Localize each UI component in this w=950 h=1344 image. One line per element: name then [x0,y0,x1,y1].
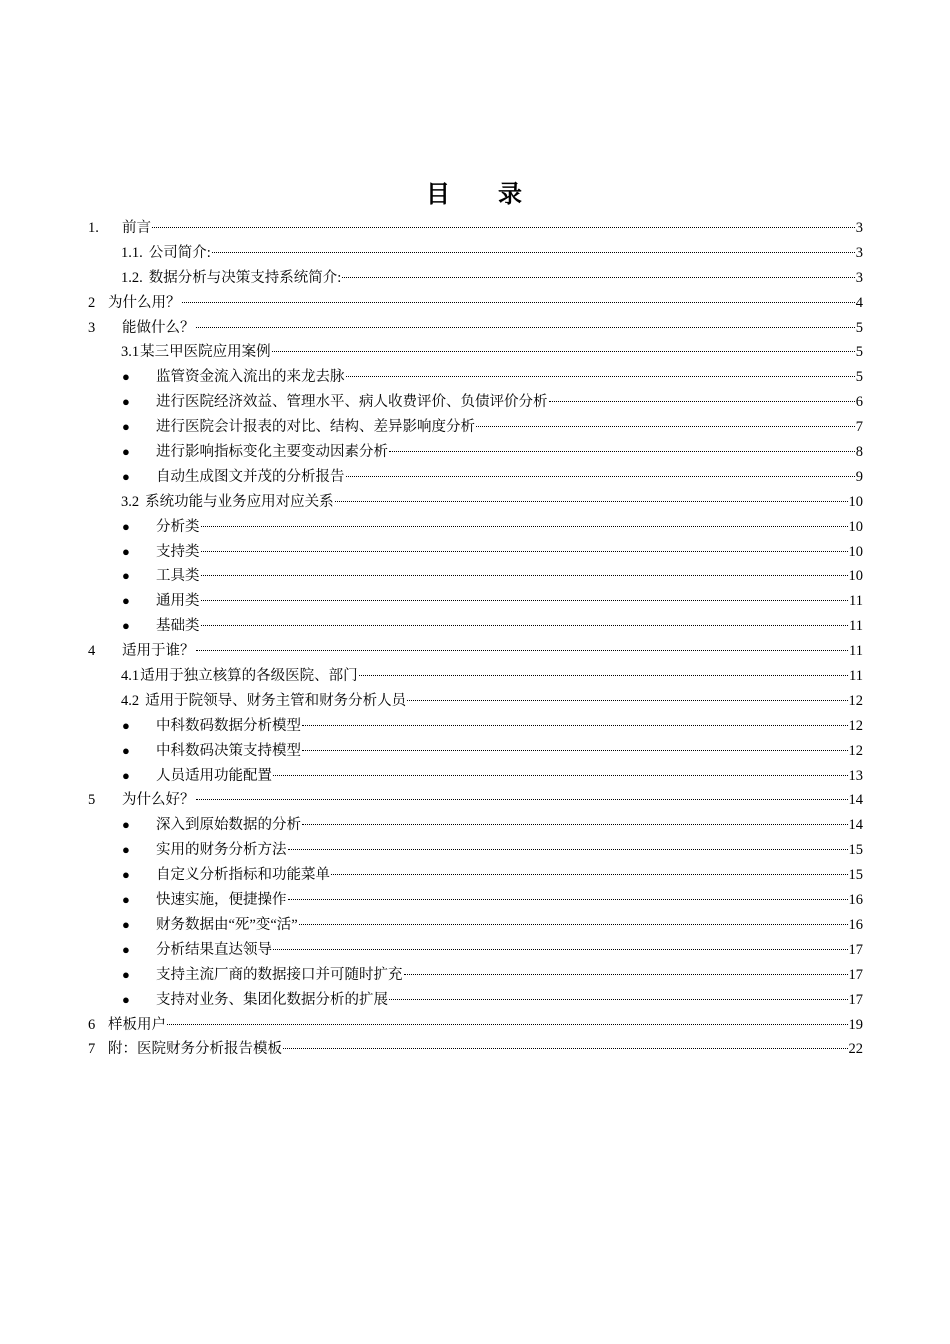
bullet-icon: ● [122,941,130,957]
bullet-icon: ● [122,543,130,559]
toc-entry-text: 数据分析与决策支持系统简介: [148,269,342,286]
toc-entry-text: 进行医院会计报表的对比、结构、差异影响度分析 [156,419,475,436]
toc-entry[interactable] [88,241,863,266]
toc-entry-page: 17 [848,941,863,958]
toc-entry[interactable] [88,913,863,938]
toc-entry[interactable] [88,614,863,639]
toc-entry-page: 3 [855,244,863,261]
toc-entry-text: 为什么好？ [122,792,195,809]
toc-entry[interactable] [88,266,863,291]
dot-leader [404,962,848,975]
dot-leader [302,813,848,826]
toc-entry-text: 样板用户 [108,1016,166,1033]
toc-entry[interactable] [88,863,863,888]
toc-entry-number: 4.1 [121,668,140,685]
toc-entry[interactable] [88,440,863,465]
dot-leader [201,564,848,577]
toc-entry[interactable] [88,540,863,565]
toc-entry-page: 16 [848,892,863,909]
toc-entry-text: 支持主流厂商的数据接口并可随时扩充 [156,966,403,983]
dot-leader [335,489,848,502]
toc-entry[interactable] [88,415,863,440]
toc-entry[interactable] [88,764,863,789]
toc-entry-text: 通用类 [156,593,200,610]
toc-entry-text: 附：医院财务分析报告模板 [108,1041,282,1058]
toc-entry[interactable] [88,888,863,913]
toc-entry-text: 支持类 [156,543,200,560]
bullet-icon: ● [122,444,130,460]
bullet-icon: ● [122,916,130,932]
dot-leader [182,290,855,303]
bullet-icon: ● [122,568,130,584]
toc-entry-text: 适用于谁？ [122,643,195,660]
toc-entry-number: 2 [88,294,96,311]
toc-entry-text: 分析结果直达领导 [156,941,272,958]
toc-entry[interactable] [88,714,863,739]
toc-entry-text: 系统功能与业务应用对应关系 [145,493,334,510]
toc-entry-text: 某三甲医院应用案例 [140,344,271,361]
toc-entry-page: 17 [848,991,863,1008]
dot-leader [201,539,848,552]
toc-entry-number: 3.1 [121,344,140,361]
toc-entry-text: 为什么用？ [108,294,181,311]
toc-entry-text: 实用的财务分析方法 [156,842,287,859]
toc-entry[interactable] [88,589,863,614]
dot-leader [476,415,855,428]
bullet-icon: ● [122,767,130,783]
toc-entry[interactable] [88,340,863,365]
toc-entry-page: 11 [849,618,863,635]
toc-entry[interactable] [88,564,863,589]
toc-entry[interactable] [88,291,863,316]
table-of-contents [88,216,863,1062]
dot-leader [389,439,855,452]
toc-entry-number: 1.2. [121,269,143,286]
toc-entry[interactable] [88,739,863,764]
toc-entry-page: 10 [848,518,863,535]
bullet-icon: ● [122,842,130,858]
toc-entry-text: 中科数码决策支持模型 [156,742,301,759]
dot-leader [342,265,854,278]
toc-entry-text: 自定义分析指标和功能菜单 [156,867,330,884]
toc-entry-text: 支持对业务、集团化数据分析的扩展 [156,991,388,1008]
toc-entry[interactable] [88,1037,863,1062]
dot-leader [201,589,849,602]
toc-entry[interactable] [88,465,863,490]
toc-entry[interactable] [88,490,863,515]
toc-entry-text: 自动生成图文并茂的分析报告 [156,468,345,485]
dot-leader [196,315,855,328]
toc-entry-page: 5 [855,369,863,386]
toc-entry-page: 15 [848,842,863,859]
toc-entry-page: 5 [855,319,863,336]
toc-entry-page: 12 [848,717,863,734]
dot-leader [196,788,848,801]
toc-entry-text: 基础类 [156,618,200,635]
dot-leader [302,713,848,726]
toc-entry-page: 14 [848,817,863,834]
toc-entry-page: 16 [848,916,863,933]
bullet-icon: ● [122,369,130,385]
dot-leader [196,639,849,652]
toc-entry[interactable] [88,664,863,689]
toc-entry[interactable] [88,216,863,241]
dot-leader [549,390,855,403]
toc-entry-number: 1.1. [121,244,143,261]
dot-leader [302,738,848,751]
toc-entry[interactable] [88,689,863,714]
bullet-icon: ● [122,817,130,833]
dot-leader [283,1037,848,1050]
toc-entry-page: 5 [855,344,863,361]
dot-leader [273,763,848,776]
toc-entry-text: 深入到原始数据的分析 [156,817,301,834]
toc-entry-text: 进行影响指标变化主要变动因素分析 [156,444,388,461]
toc-entry[interactable] [88,639,863,664]
dot-leader [346,464,855,477]
toc-entry-page: 12 [848,742,863,759]
toc-entry-page: 11 [849,643,863,660]
toc-entry-text: 公司简介: [148,244,211,261]
toc-entry-page: 17 [848,966,863,983]
dot-leader [359,663,848,676]
toc-entry[interactable] [88,788,863,813]
dot-leader [389,987,848,1000]
toc-entry-text: 分析类 [156,518,200,535]
toc-entry-text: 适用于院领导、财务主管和财务分析人员 [145,692,407,709]
bullet-icon: ● [122,593,130,609]
toc-entry-number: 7 [88,1041,96,1058]
toc-entry-page: 4 [855,294,863,311]
toc-entry-page: 9 [855,468,863,485]
toc-title: 目 录 [426,182,524,208]
bullet-icon: ● [122,394,130,410]
toc-entry-page: 10 [848,568,863,585]
dot-leader [212,240,855,253]
toc-entry-text: 财务数据由“死”变“活” [156,916,298,933]
toc-entry-page: 6 [855,394,863,411]
toc-entry-text: 人员适用功能配置 [156,767,272,784]
toc-entry[interactable] [88,988,863,1013]
bullet-icon: ● [122,742,130,758]
toc-entry-page: 10 [848,543,863,560]
toc-entry[interactable] [88,963,863,988]
toc-entry-number: 4.2 [121,692,140,709]
toc-entry[interactable] [88,838,863,863]
toc-entry-page: 22 [848,1041,863,1058]
toc-entry-page: 14 [848,792,863,809]
dot-leader [167,1012,848,1025]
toc-entry-page: 13 [848,767,863,784]
toc-entry[interactable] [88,316,863,341]
toc-entry-text: 中科数码数据分析模型 [156,717,301,734]
bullet-icon: ● [122,468,130,484]
toc-entry-number: 4 [88,643,96,660]
dot-leader [288,887,848,900]
dot-leader [201,514,848,527]
toc-entry-number: 6 [88,1016,96,1033]
toc-entry[interactable] [88,390,863,415]
bullet-icon: ● [122,618,130,634]
dot-leader [273,937,848,950]
toc-entry-page: 10 [848,493,863,510]
dot-leader [272,340,855,353]
toc-entry-page: 12 [848,692,863,709]
dot-leader [346,365,855,378]
dot-leader [331,863,848,876]
bullet-icon: ● [122,867,130,883]
dot-leader [201,614,849,627]
bullet-icon: ● [122,419,130,435]
toc-entry-text: 监管资金流入流出的来龙去脉 [156,369,345,386]
toc-entry-text: 工具类 [156,568,200,585]
bullet-icon: ● [122,991,130,1007]
toc-entry[interactable] [88,938,863,963]
toc-entry-page: 8 [855,444,863,461]
toc-entry-page: 7 [855,419,863,436]
toc-entry-number: 3.2 [121,493,140,510]
toc-entry-page: 15 [848,867,863,884]
toc-entry-number: 5 [88,792,96,809]
toc-entry-text: 快速实施，便捷操作 [156,892,287,909]
toc-entry-page: 3 [855,269,863,286]
dot-leader [152,215,855,228]
toc-entry-text: 能做什么？ [122,319,195,336]
toc-entry-text: 进行医院经济效益、管理水平、病人收费评价、负债评价分析 [156,394,548,411]
toc-entry-number: 3 [88,319,96,336]
bullet-icon: ● [122,892,130,908]
dot-leader [288,838,848,851]
toc-entry-number: 1. [88,220,99,236]
toc-entry[interactable] [88,1013,863,1038]
dot-leader [407,688,847,701]
bullet-icon: ● [122,966,130,982]
bullet-icon: ● [122,518,130,534]
toc-entry[interactable] [88,813,863,838]
toc-entry[interactable] [88,365,863,390]
dot-leader [299,912,848,925]
toc-entry-page: 3 [855,220,863,236]
bullet-icon: ● [122,717,130,733]
toc-entry-page: 11 [849,593,863,610]
toc-entry-text: 适用于独立核算的各级医院、部门 [140,668,358,685]
toc-entry-page: 19 [848,1016,863,1033]
toc-entry[interactable] [88,515,863,540]
toc-entry-page: 11 [849,668,863,685]
toc-entry-text: 前言 [122,220,151,236]
